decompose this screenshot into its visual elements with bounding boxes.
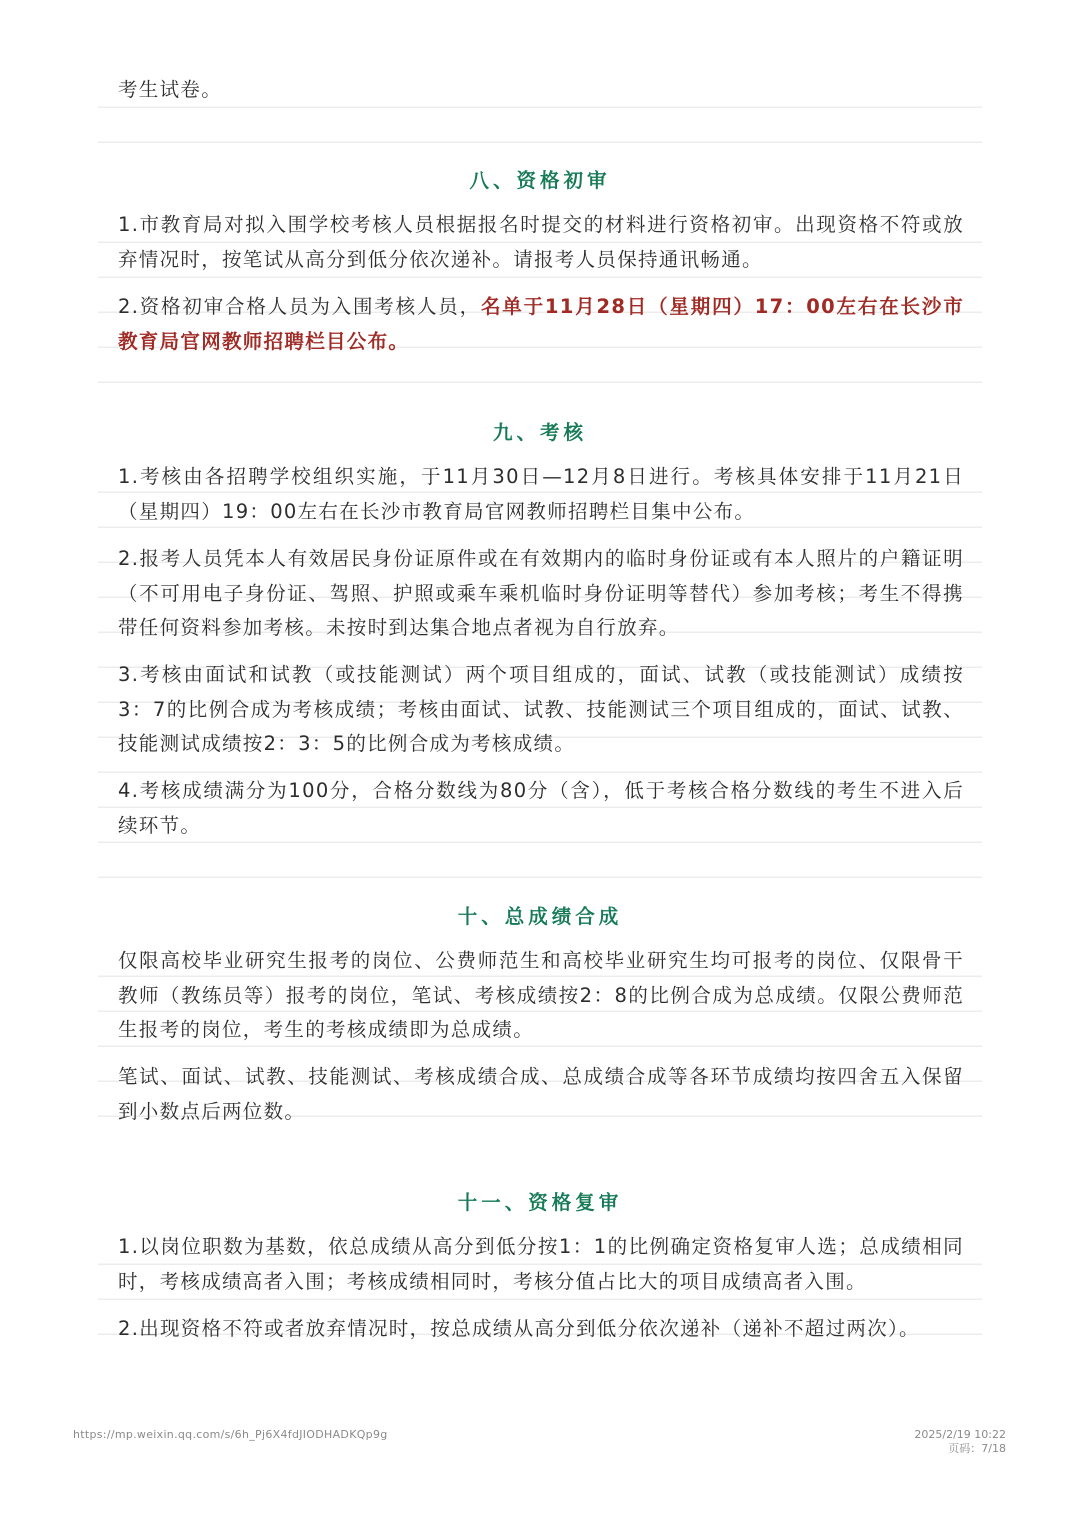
announcement-highlight: 名单于11月28日（星期四）17：00左右在长沙市教育局官网教师招聘栏目公布。 xyxy=(118,295,964,353)
section-8-paragraph-2-text: 2.资格初审合格人员为入围考核人员， xyxy=(118,295,481,318)
footer-url: https://mp.weixin.qq.com/s/6h_Pj6X4fdJIODHADKQp9g xyxy=(73,1428,388,1441)
section-heading-11: 十一、资格复审 xyxy=(457,1191,623,1214)
section-9-paragraph-2: 2.报考人员凭本人有效居民身份证原件或在有效期内的临时身份证或有本人照片的户籍证明（不可用电子身份证、驾照、护照或乘车乘机临时身份证明等替代）参加考核；考生不得携带任何资料参加考核。未按时到达集合地点者视为自行放弃。 xyxy=(118,547,964,639)
section-10-paragraph-2: 笔试、面试、试教、技能测试、考核成绩合成、总成绩合成等各环节成绩均按四舍五入保留到小数点后两位数。 xyxy=(118,1065,964,1123)
section-8-paragraph-1: 1.市教育局对拟入围学校考核人员根据报名时提交的材料进行资格初审。出现资格不符或放弃情况时，按笔试从高分到低分依次递补。请报考人员保持通讯畅通。 xyxy=(118,213,964,271)
fragment-paragraph: 考生试卷。 xyxy=(118,78,223,101)
section-8-paragraph-2 xyxy=(118,290,964,359)
footer-datetime: 2025/2/19 10:22 xyxy=(914,1428,1006,1441)
section-11-paragraph-1: 1.以岗位职数为基数，依总成绩从高分到低分按1：1的比例确定资格复审人选；总成绩相同时，考核成绩高者入围；考核成绩相同时，考核分值占比大的项目成绩高者入围。 xyxy=(118,1235,964,1293)
section-10-paragraph-1: 仅限高校毕业研究生报考的岗位、公费师范生和高校毕业研究生均可报考的岗位、仅限骨干教师（教练员等）报考的岗位，笔试、考核成绩按2：8的比例合成为总成绩。仅限公费师范生报考的岗位，考生的考核成绩即为总成绩。 xyxy=(118,949,964,1041)
section-heading-10: 十、总成绩合成 xyxy=(457,905,623,928)
footer-page-number: 页码：7/18 xyxy=(948,1442,1006,1455)
footer-meta xyxy=(914,1428,1006,1456)
section-heading-8: 八、资格初审 xyxy=(469,169,611,192)
section-11-paragraph-2: 2.出现资格不符或者放弃情况时，按总成绩从高分到低分依次递补（递补不超过两次）。 xyxy=(118,1317,920,1340)
section-9-paragraph-3: 3.考核由面试和试教（或技能测试）两个项目组成的，面试、试教（或技能测试）成绩按3：7的比例合成为考核成绩；考核由面试、试教、技能测试三个项目组成的，面试、试教、技能测试成绩按2：3：5的比例合成为考核成绩。 xyxy=(118,663,964,755)
section-heading-9: 九、考核 xyxy=(492,421,587,444)
section-9-paragraph-4: 4.考核成绩满分为100分，合格分数线为80分（含），低于考核合格分数线的考生不进入后续环节。 xyxy=(118,779,964,837)
section-9-paragraph-1: 1.考核由各招聘学校组织实施，于11月30日—12月8日进行。考核具体安排于11月21日（星期四）19：00左右在长沙市教育局官网教师招聘栏目集中公布。 xyxy=(118,465,964,523)
